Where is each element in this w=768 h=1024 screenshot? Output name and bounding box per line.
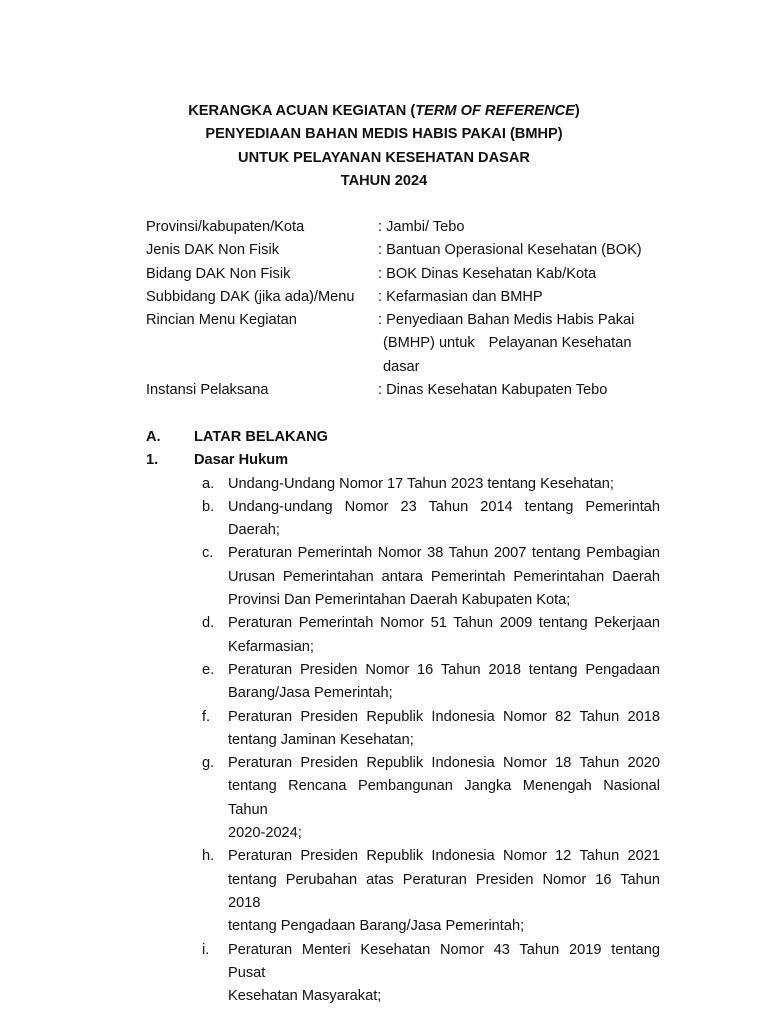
legal-basis-item (146, 473, 660, 496)
legal-basis-letter-cell (146, 612, 228, 659)
meta-value-group (378, 309, 666, 379)
legal-basis-line: Provinsi Dan Pemerintahan Daerah Kabupaten Kota; (228, 592, 571, 609)
legal-basis-letter-cell (146, 845, 228, 938)
legal-basis-line: Undang-Undang Nomor 17 Tahun 2023 tentang Kesehatan; (228, 475, 614, 492)
meta-value-continuation-a: (BMHP) untuk (383, 335, 475, 352)
legal-basis-letter: c. (202, 545, 214, 562)
meta-value: : Penyediaan Bahan Medis Habis Pakai (378, 312, 635, 329)
legal-basis-text (228, 496, 660, 543)
legal-basis-letter: h. (202, 848, 215, 865)
legal-basis-text (228, 473, 660, 496)
legal-basis-line: tentang Pengadaan Barang/Jasa Pemerintah; (228, 918, 525, 935)
legal-basis-text (228, 752, 660, 845)
title-line-1-italic: TERM OF REFERENCE (415, 103, 575, 119)
legal-basis-letter-cell (146, 496, 228, 543)
legal-basis-letter-cell (146, 542, 228, 612)
meta-value: : Jambi/ Tebo (378, 219, 465, 235)
meta-value-continuation-b: Pelayanan Kesehatan (488, 335, 632, 352)
subsection-title: Dasar Hukum (194, 452, 289, 469)
subsection-number: 1. (146, 452, 159, 469)
legal-basis-text (228, 706, 660, 753)
legal-basis-letter-cell (146, 752, 228, 845)
meta-row (146, 286, 666, 309)
legal-basis-line: Peraturan Presiden Republik Indonesia Nomor 12 Tahun 2021 (228, 848, 660, 865)
subsection-heading (146, 449, 660, 472)
meta-label: Instansi Pelaksana (146, 382, 269, 399)
legal-basis-list (146, 473, 660, 1009)
meta-value-group (378, 239, 666, 262)
legal-basis-letter: a. (202, 475, 215, 492)
legal-basis-text (228, 659, 660, 706)
legal-basis-letter-cell (146, 939, 228, 1009)
meta-row (146, 309, 666, 379)
meta-value-continuation (378, 332, 666, 355)
legal-basis-item (146, 659, 660, 706)
legal-basis-item (146, 939, 660, 1009)
section-letter: A. (146, 429, 161, 445)
legal-basis-line: Peraturan Presiden Republik Indonesia Nomor 82 Tahun 2018 (228, 708, 660, 725)
meta-value: : BOK Dinas Kesehatan Kab/Kota (378, 265, 597, 282)
legal-basis-line: Kesehatan Masyarakat; (228, 988, 382, 1005)
legal-basis-text (228, 939, 660, 1009)
meta-row (146, 263, 666, 286)
legal-basis-line: tentang Perubahan atas Peraturan Presiden Nomor 16 Tahun 2018 (228, 871, 660, 911)
meta-label: Subbidang DAK (jika ada)/Menu (146, 288, 355, 305)
meta-row (146, 379, 666, 402)
meta-row (146, 239, 666, 262)
legal-basis-line: tentang Jaminan Kesehatan; (228, 731, 414, 748)
legal-basis-line: Undang-undang Nomor 23 Tahun 2014 tentang Pemerintah Daerah; (228, 498, 660, 539)
meta-value-group (378, 286, 666, 309)
legal-basis-item (146, 752, 660, 845)
legal-basis-line: 2020-2024; (228, 825, 302, 842)
legal-basis-line: Peraturan Presiden Republik Indonesia Nomor 18 Tahun 2020 (228, 755, 660, 772)
section-heading (146, 426, 660, 449)
legal-basis-letter: f. (202, 708, 211, 725)
meta-row (146, 216, 666, 239)
legal-basis-line: Urusan Pemerintahan antara Pemerintah Pemerintahan Daerah (228, 568, 660, 585)
legal-basis-text (228, 612, 660, 659)
legal-basis-letter: g. (202, 755, 215, 772)
legal-basis-line: Peraturan Menteri Kesehatan Nomor 43 Tahun 2019 tentang Pusat (228, 941, 660, 981)
legal-basis-line: tentang Rencana Pembangunan Jangka Menengah Nasional Tahun (228, 778, 660, 818)
meta-label: Bidang DAK Non Fisik (146, 265, 291, 282)
meta-label: Provinsi/kabupaten/Kota (146, 219, 305, 235)
meta-value-group (378, 379, 666, 402)
legal-basis-item (146, 706, 660, 753)
title-line-1-post: ) (574, 103, 580, 119)
legal-basis-line: Kefarmasian; (228, 638, 314, 655)
legal-basis-letter-cell (146, 706, 228, 753)
legal-basis-letter: e. (202, 661, 215, 678)
title-line-3: UNTUK PELAYANAN KESEHATAN DASAR (238, 149, 530, 166)
section-latar-belakang (146, 426, 660, 1008)
section-title: LATAR BELAKANG (194, 429, 329, 445)
metadata-table (146, 216, 666, 402)
legal-basis-line: Peraturan Presiden Nomor 16 Tahun 2018 tentang Pengadaan (228, 661, 660, 678)
legal-basis-text (228, 542, 660, 612)
legal-basis-line: Peraturan Pemerintah Nomor 38 Tahun 2007 tentang Pembagian (228, 545, 660, 562)
title-line-4: TAHUN 2024 (340, 172, 428, 189)
title-line-1 (0, 100, 768, 123)
legal-basis-line: Peraturan Pemerintah Nomor 51 Tahun 2009 tentang Pekerjaan (228, 615, 660, 632)
meta-label: Jenis DAK Non Fisik (146, 242, 280, 259)
legal-basis-item (146, 496, 660, 543)
document-title (0, 100, 768, 193)
legal-basis-letter-cell (146, 473, 228, 496)
legal-basis-line: Barang/Jasa Pemerintah; (228, 685, 393, 702)
legal-basis-item (146, 612, 660, 659)
legal-basis-letter: i. (202, 941, 210, 958)
legal-basis-letter: b. (202, 498, 215, 515)
title-line-2: PENYEDIAAN BAHAN MEDIS HABIS PAKAI (BMHP) (205, 126, 563, 143)
legal-basis-item (146, 542, 660, 612)
meta-value-group (378, 263, 666, 286)
meta-label: Rincian Menu Kegiatan (146, 312, 297, 329)
legal-basis-item (146, 845, 660, 938)
legal-basis-letter-cell (146, 659, 228, 706)
legal-basis-letter: d. (202, 615, 215, 632)
meta-value-continuation: dasar (383, 358, 420, 375)
title-line-1-pre: KERANGKA ACUAN KEGIATAN ( (188, 103, 416, 119)
meta-value: : Bantuan Operasional Kesehatan (BOK) (378, 242, 642, 259)
meta-value-group (378, 216, 666, 239)
legal-basis-text (228, 845, 660, 938)
meta-value: : Dinas Kesehatan Kabupaten Tebo (378, 382, 608, 399)
meta-value: : Kefarmasian dan BMHP (378, 288, 543, 305)
